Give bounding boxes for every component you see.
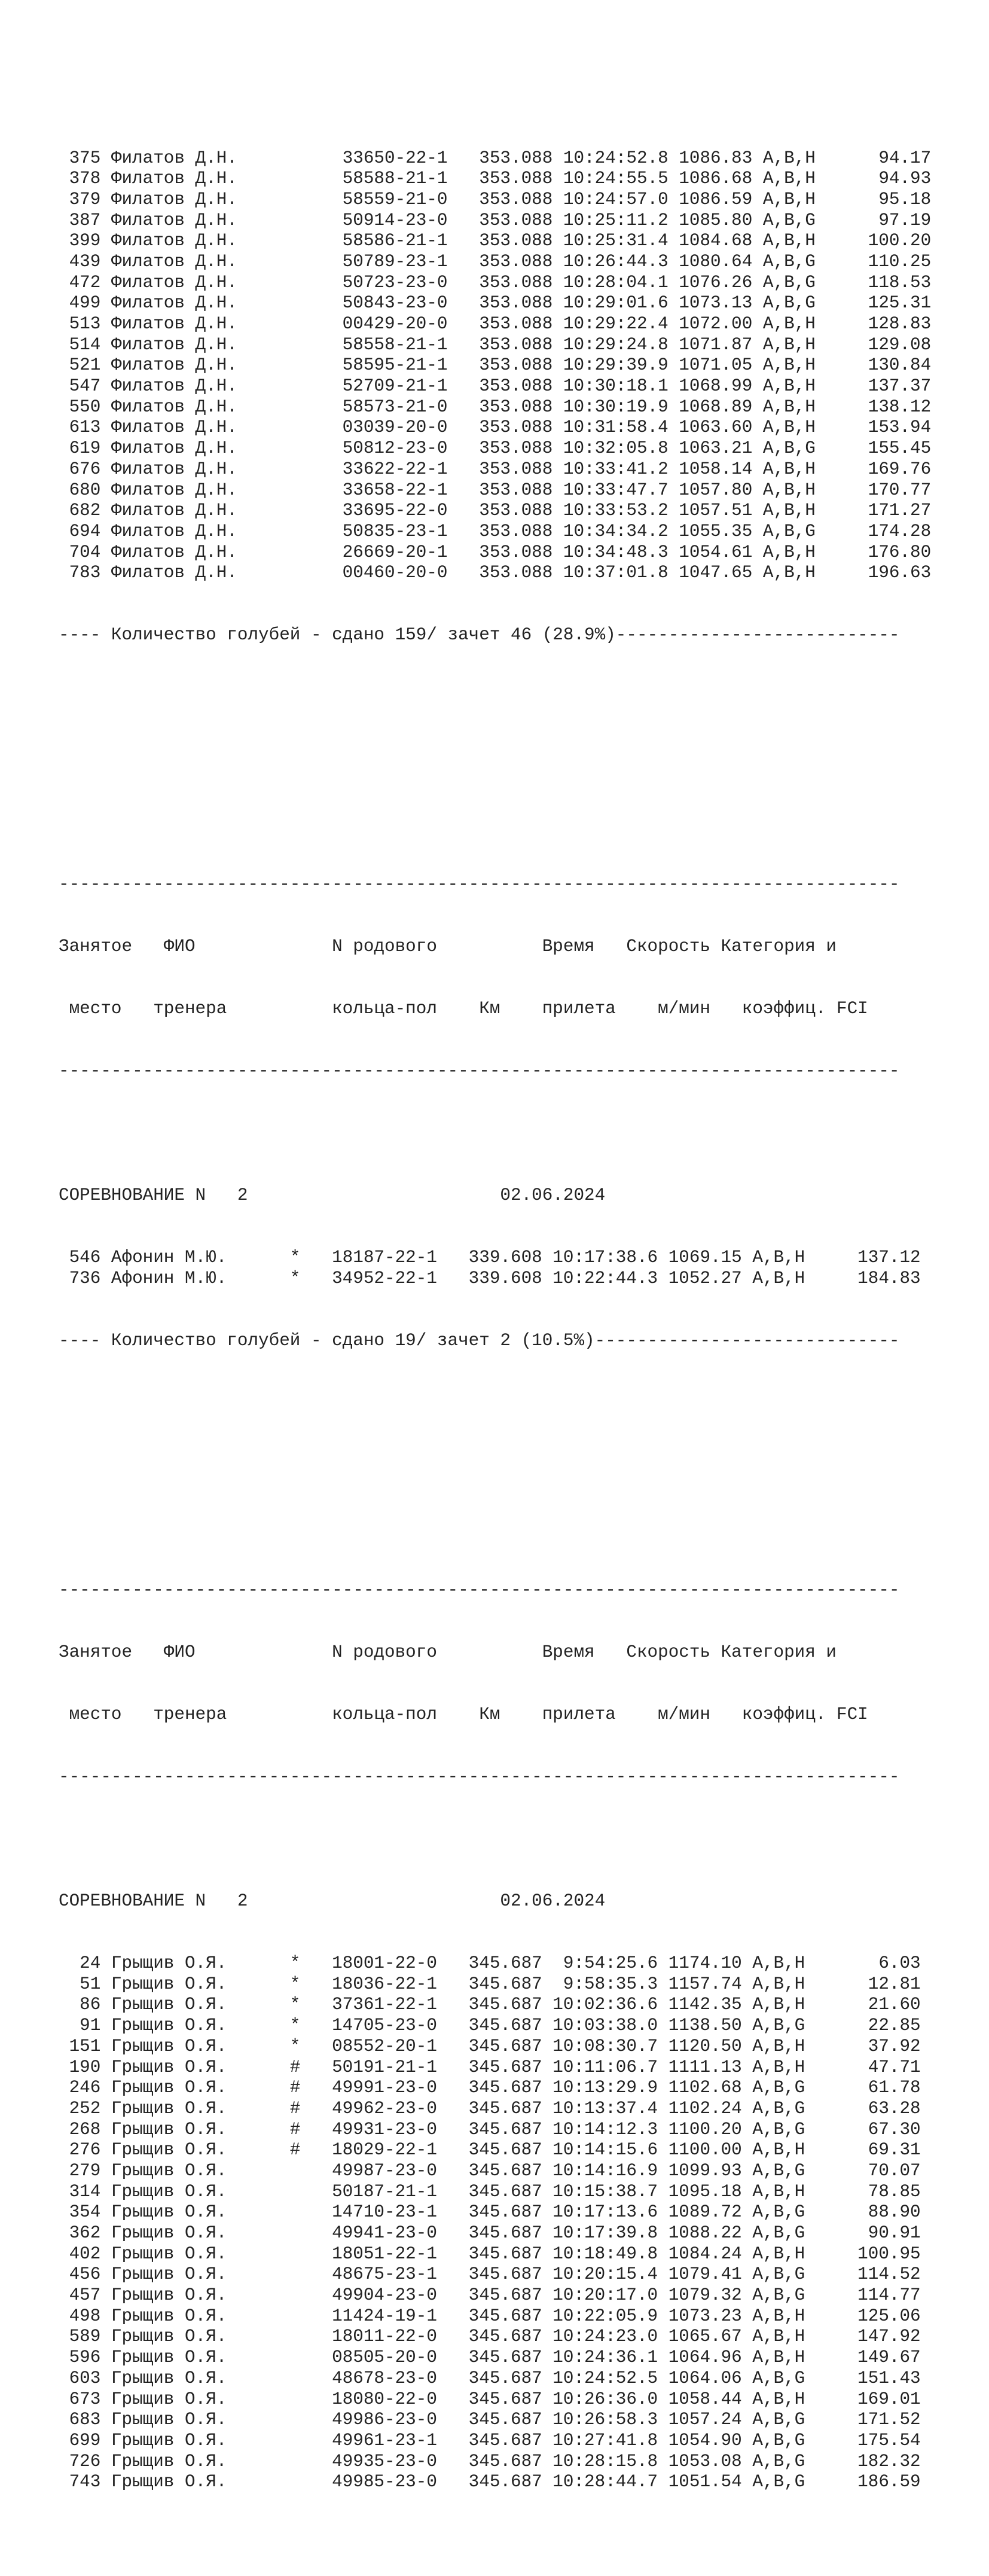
table-row: 354 Грыщив О.Я. 14710-23-1 345.687 10:17:13.6 1089.72 A,B,G 88.90 [59, 2202, 921, 2223]
table-row: 546 Афонин М.Ю. * 18187-22-1 339.608 10:17:38.6 1069.15 A,B,H 137.12 [59, 1248, 921, 1268]
spacer [59, 750, 931, 771]
table-row: 694 Филатов Д.Н. 50835-23-1 353.088 10:34:34.2 1055.35 A,B,G 174.28 [59, 521, 932, 541]
table-row: 439 Филатов Д.Н. 50789-23-1 353.088 10:26:44.3 1080.64 A,B,G 110.25 [59, 251, 932, 272]
table-row: 726 Грыщив О.Я. 49935-23-0 345.687 10:28:15.8 1053.08 A,B,G 182.32 [59, 2451, 921, 2471]
table-row: 514 Филатов Д.Н. 58558-21-1 353.088 10:29:24.8 1071.87 A,B,H 129.08 [59, 334, 932, 355]
table-row: 603 Грыщив О.Я. 48678-23-0 345.687 10:24:52.5 1064.06 A,B,G 151.43 [59, 2368, 921, 2388]
column-header-row-1: Занятое ФИО N родового Время Скорость Категория и [59, 936, 837, 956]
table-row: 699 Грыщив О.Я. 49961-23-1 345.687 10:27:41.8 1054.90 A,B,G 175.54 [59, 2430, 921, 2450]
table-rule: -------------------------------------------------------------------------------- [59, 874, 900, 894]
table-row: 402 Грыщив О.Я. 18051-22-1 345.687 10:18:49.8 1084.24 A,B,H 100.95 [59, 2243, 921, 2264]
table-row: 743 Грыщив О.Я. 49985-23-0 345.687 10:28:44.7 1051.54 A,B,G 186.59 [59, 2472, 921, 2492]
table-row: 736 Афонин М.Ю. * 34952-22-1 339.608 10:22:44.3 1052.27 A,B,H 184.83 [59, 1269, 921, 1289]
table-row: 279 Грыщив О.Я. 49987-23-0 345.687 10:14:16.9 1099.93 A,B,G 70.07 [59, 2160, 921, 2181]
table-row: 457 Грыщив О.Я. 49904-23-0 345.687 10:20:17.0 1079.32 A,B,G 114.77 [59, 2285, 921, 2306]
table-row: 86 Грыщив О.Я. * 37361-22-1 345.687 10:02:36.6 1142.35 A,B,H 21.60 [59, 1995, 921, 2015]
table-row: 379 Филатов Д.Н. 58559-21-0 353.088 10:24:57.0 1086.59 A,B,H 95.18 [59, 189, 932, 209]
results-table-afonin [59, 1248, 931, 1289]
table-row: 268 Грыщив О.Я. # 49931-23-0 345.687 10:14:12.3 1100.20 A,B,G 67.30 [59, 2119, 921, 2139]
spacer [59, 1455, 931, 1476]
table-row: 246 Грыщив О.Я. # 49991-23-0 345.687 10:13:29.9 1102.68 A,B,G 61.78 [59, 2078, 921, 2098]
competition-heading: СОРЕВНОВАНИЕ N 2 02.06.2024 [59, 1891, 606, 1911]
table-row: 513 Филатов Д.Н. 00429-20-0 353.088 10:29:22.4 1072.00 A,B,H 128.83 [59, 314, 932, 334]
table-row: 683 Грыщив О.Я. 49986-23-0 345.687 10:26:58.3 1057.24 A,B,G 171.52 [59, 2410, 921, 2430]
results-document [59, 44, 931, 2576]
table-row: 314 Грыщив О.Я. 50187-21-1 345.687 10:15:38.7 1095.18 A,B,H 78.85 [59, 2181, 921, 2202]
column-header-row-2: место тренера кольца-пол Км прилета м/мин коэффиц. FCI [59, 998, 868, 1019]
table-rule: -------------------------------------------------------------------------------- [59, 1766, 900, 1787]
table-row: 375 Филатов Д.Н. 33650-22-1 353.088 10:24:52.8 1086.83 A,B,H 94.17 [59, 148, 932, 168]
table-rule: -------------------------------------------------------------------------------- [59, 1580, 900, 1600]
table-row: 276 Грыщив О.Я. # 18029-22-1 345.687 10:14:15.6 1100.00 A,B,H 69.31 [59, 2140, 921, 2160]
table-row: 387 Филатов Д.Н. 50914-23-0 353.088 10:25:11.2 1085.80 A,B,G 97.19 [59, 210, 932, 230]
summary-line: ---- Количество голубей - сдано 19/ зачет 2 (10.5%)----------------------------- [59, 1331, 900, 1351]
summary-line: ---- Количество голубей - сдано 159/ зачет 46 (28.9%)--------------------------- [59, 625, 900, 645]
table-row: 613 Филатов Д.Н. 03039-20-0 353.088 10:31:58.4 1063.60 A,B,H 153.94 [59, 417, 932, 438]
table-row: 151 Грыщив О.Я. * 08552-20-1 345.687 10:08:30.7 1120.50 A,B,H 37.92 [59, 2036, 921, 2056]
table-row: 682 Филатов Д.Н. 33695-22-0 353.088 10:33:53.2 1057.51 A,B,H 171.27 [59, 501, 932, 521]
table-row: 550 Филатов Д.Н. 58573-21-0 353.088 10:30:19.9 1068.89 A,B,H 138.12 [59, 397, 932, 417]
table-row: 472 Филатов Д.Н. 50723-23-0 353.088 10:28:04.1 1076.26 A,B,G 118.53 [59, 272, 932, 292]
table-row: 673 Грыщив О.Я. 18080-22-0 345.687 10:26:36.0 1058.44 A,B,H 169.01 [59, 2389, 921, 2409]
table-row: 51 Грыщив О.Я. * 18036-22-1 345.687 9:58:35.3 1157.74 A,B,H 12.81 [59, 1974, 921, 1994]
table-row: 596 Грыщив О.Я. 08505-20-0 345.687 10:24:36.1 1064.96 A,B,H 149.67 [59, 2348, 921, 2368]
column-header-row-1: Занятое ФИО N родового Время Скорость Категория и [59, 1642, 837, 1662]
table-row: 252 Грыщив О.Я. # 49962-23-0 345.687 10:13:37.4 1102.24 A,B,G 63.28 [59, 2098, 921, 2118]
table-row: 498 Грыщив О.Я. 11424-19-1 345.687 10:22:05.9 1073.23 A,B,H 125.06 [59, 2306, 921, 2326]
column-header-row-2: место тренера кольца-пол Км прилета м/мин коэффиц. FCI [59, 1704, 868, 1724]
results-table-gryshchiv [59, 1953, 931, 2493]
table-row: 547 Филатов Д.Н. 52709-21-1 353.088 10:30:18.1 1068.99 A,B,H 137.37 [59, 376, 932, 397]
table-row: 521 Филатов Д.Н. 58595-21-1 353.088 10:29:39.9 1071.05 A,B,H 130.84 [59, 355, 932, 376]
competition-heading: СОРЕВНОВАНИЕ N 2 02.06.2024 [59, 1185, 606, 1206]
table-row: 589 Грыщив О.Я. 18011-22-0 345.687 10:24:23.0 1065.67 A,B,H 147.92 [59, 2327, 921, 2347]
section-filatov [59, 106, 931, 687]
table-row: 362 Грыщив О.Я. 49941-23-0 345.687 10:17:39.8 1088.22 A,B,G 90.91 [59, 2223, 921, 2243]
table-row: 676 Филатов Д.Н. 33622-22-1 353.088 10:33:41.2 1058.14 A,B,H 169.76 [59, 459, 932, 479]
table-row: 24 Грыщив О.Я. * 18001-22-0 345.687 9:54:25.6 1174.10 A,B,H 6.03 [59, 1953, 921, 1974]
table-row: 378 Филатов Д.Н. 58588-21-1 353.088 10:24:55.5 1086.68 A,B,H 94.93 [59, 169, 932, 189]
section-afonin [59, 833, 931, 1393]
table-row: 190 Грыщив О.Я. # 50191-21-1 345.687 10:11:06.7 1111.13 A,B,H 47.71 [59, 2057, 921, 2077]
table-row: 499 Филатов Д.Н. 50843-23-0 353.088 10:29:01.6 1073.13 A,B,G 125.31 [59, 293, 932, 313]
results-table-filatov [59, 148, 931, 584]
table-rule: -------------------------------------------------------------------------------- [59, 1061, 900, 1081]
table-row: 456 Грыщив О.Я. 48675-23-1 345.687 10:20:15.4 1079.41 A,B,G 114.52 [59, 2264, 921, 2285]
table-row: 783 Филатов Д.Н. 00460-20-0 353.088 10:37:01.8 1047.65 A,B,H 196.63 [59, 563, 932, 583]
table-row: 619 Филатов Д.Н. 50812-23-0 353.088 10:32:05.8 1063.21 A,B,G 155.45 [59, 438, 932, 459]
table-row: 91 Грыщив О.Я. * 14705-23-0 345.687 10:03:38.0 1138.50 A,B,G 22.85 [59, 2016, 921, 2036]
table-row: 704 Филатов Д.Н. 26669-20-1 353.088 10:34:48.3 1054.61 A,B,H 176.80 [59, 542, 932, 562]
table-row: 399 Филатов Д.Н. 58586-21-1 353.088 10:25:31.4 1084.68 A,B,H 100.20 [59, 231, 932, 251]
table-row: 680 Филатов Д.Н. 33658-22-1 353.088 10:33:47.7 1057.80 A,B,H 170.77 [59, 480, 932, 500]
section-gryshchiv [59, 1538, 931, 2534]
spacer [59, 1829, 931, 1850]
spacer [59, 1123, 931, 1144]
